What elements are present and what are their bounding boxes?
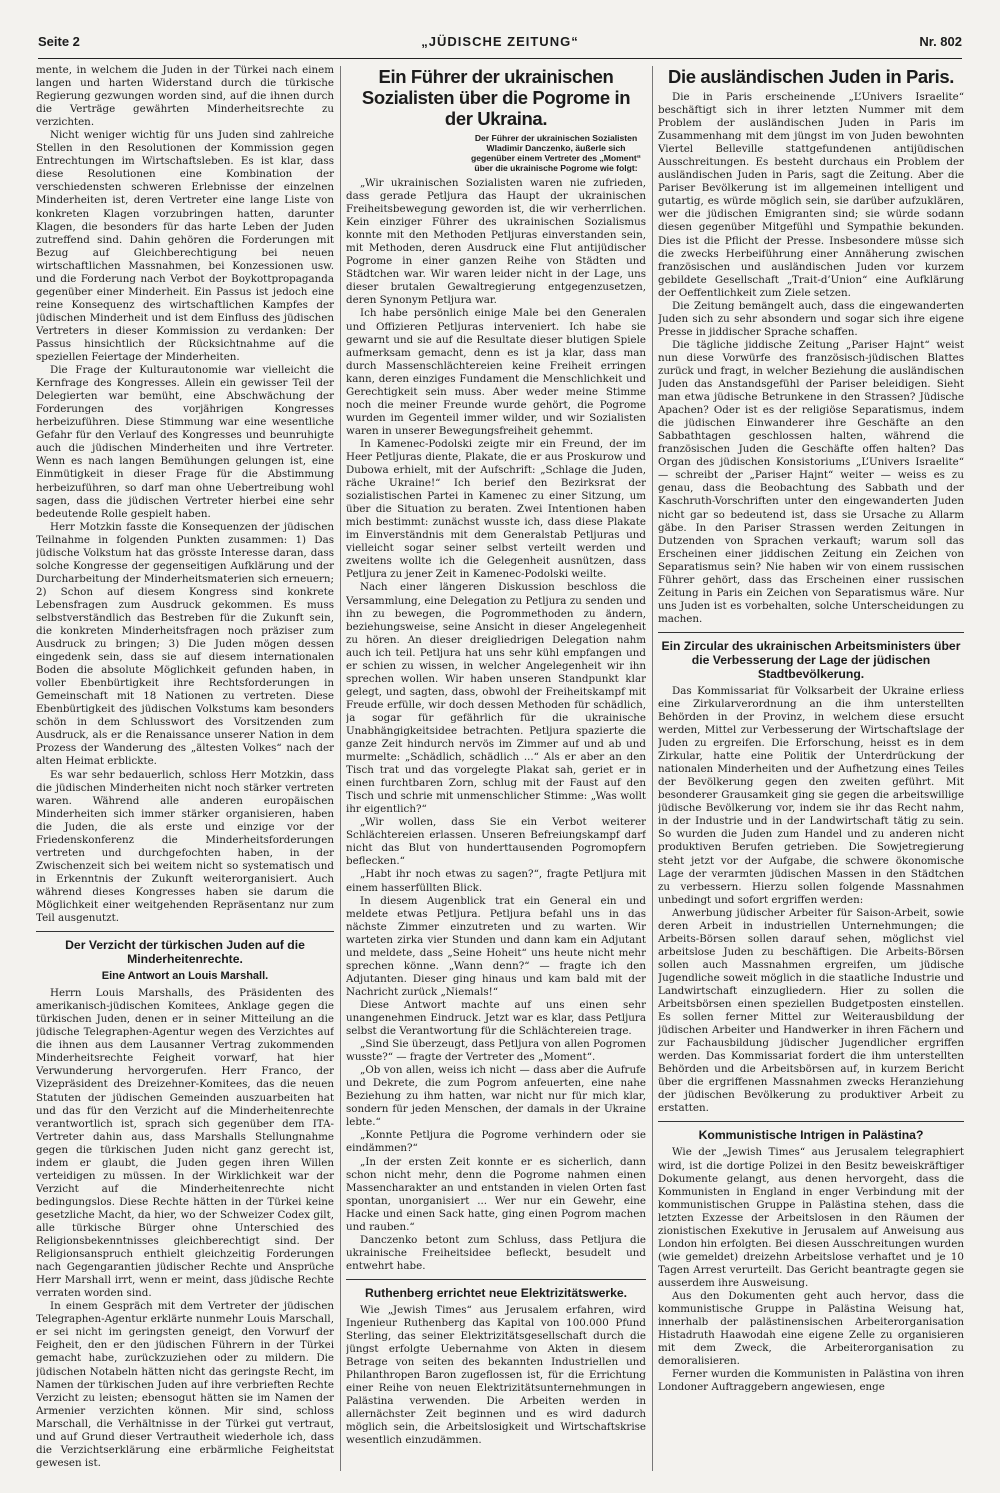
paragraph: „Wir ukrainischen Sozialisten waren nie zufrieden, dass gerade Petljura das Haupt der ukrainischen Freiheitsbewegung geworden ist, die wir verherrlichen. Kein einziger Führer des ukrainischen Sozialismus konnte mit den Methoden Petljuras einverstanden sein, mit Methoden, deren Ausdruck eine Flut antijüdischer Pogrome in einer ganzen Reihe von Städten und Städtchen war. Wir waren leider nicht in der Lage, uns dieser brutalen Gewaltregierung entgegenzusetzen, deren Synonym Petljura war.	[346, 177, 646, 307]
page-header	[38, 34, 962, 54]
headline-labor-minister-circular: Ein Zircular des ukrainischen Arbeitsministers über die Verbesserung der Lage der jüdischen Stadtbevölkerung.	[661, 638, 961, 681]
paragraph: Die Frage der Kulturautonomie war vielleicht die Kernfrage des Kongresses. Allein ein gewisser Teil der Delegierten war bemüht, eine Abschwächung der Forderungen des vorjährigen Kongresses herbeizuführen. Diese Stimmung war eine wesentliche Gefahr für den Verlauf des Kongresses und beunruhigte auch die jüdischen Minderheiten und ihre Vertreter. Wenn es nach langen Bemühungen gelungen ist, eine Einmütigkeit in dieser Frage für die Abstimmung herbeizuführen, so darf man ohne Uebertreibung wohl sagen, dass die jüdischen Vertreter hierbei eine sehr bedeutende Rolle gespielt haben.	[36, 364, 334, 520]
column-1	[36, 64, 334, 1474]
subheadline-marshall: Eine Antwort an Louis Marshall.	[101, 970, 269, 983]
column-2	[346, 64, 646, 1474]
paragraph: Danczenko betont zum Schluss, dass Petljura die ukrainische Freiheitsidee befleckt, besudelt und entwehrt habe.	[346, 1233, 646, 1272]
article-separator	[658, 1121, 964, 1122]
paragraph: Das Kommissariat für Volksarbeit der Ukraine erliess eine Zirkularverordnung an die ihm unterstellten Behörden in der Provinz, in welchem diese ersucht werden, Mittel zur Verbesserung der Wirtschaftslage der Juden zu ergreifen. Die Erforschung, heisst es in dem Zirkular, hatte eine Politik der Unterdrückung der nationalen Minderheiten und der Aufhetzung eines Teiles der Bevölkerung gegen den zweiten geführt. Mit besonderer Grausamkeit ging sie gegen die arbeitswillige jüdische Bevölkerung vor, indem sie ihr das Recht nahm, in der Industrie und in der Landwirtschaft tätig zu sein. So wurden die Juden zum Handel und zu anderen nicht produktiven Berufen getrieben. Die Sowjetregierung steht jetzt vor der Aufgabe, die schwere ökonomische Lage der verarmten jüdischen Massen in den Städtchen zu verbessern. Hierzu sollen folgende Massnahmen unbedingt und sofort ergriffen werden:	[658, 684, 964, 906]
column-divider	[340, 66, 341, 1471]
article-separator	[36, 931, 334, 932]
paragraph: Die in Paris erscheinende „L’Univers Israelite“ beschäftigt sich in ihrer letzten Nummer mit dem Problem der ausländischen Juden in Paris im Zusammenhang mit dem jüngst im von Juden bewohnten Viertel Belleville stattgefundenen antijüdischen Ausschreitungen. Es besteht durchaus ein Problem der ausländischen Juden in Paris, sagt die Zeitung. Aber die Pariser Bevölkerung ist im allgemeinen intelligent und gutartig, es würde möglich sein, sie darüber aufzuklären, wer die jüdischen Emigranten sind; sie würde sodann diesen gegenüber Mitgefühl und Sympathie bekunden. Dies ist die Pflicht der Presse. Insbesondere müsse sich die zwecks Herbeiführung einer Annäherung zwischen französischen und ausländischen Juden vor kurzem gebildete Gesellschaft „Trait-d’Union“ eine Aufklärung der Oeffentlichkeit zum Ziele setzen.	[658, 91, 964, 299]
headline-turkish-jews: Der Verzicht der türkischen Juden auf die Minderheitenrechte.	[65, 938, 305, 967]
paragraph: In einem Gespräch mit dem Vertreter der jüdischen Telegraphen-Agentur erklärte nunmehr Louis Marschall, er sei nicht im geringsten geneigt, den Vorwurf der Feigheit, den er den jüdischen Führern in der Türkei gemacht habe, zurückzuziehen oder zu mildern. Die jüdischen Notabeln hätten nicht das geringste Recht, im Namen der türkischen Juden auf ihre verbrieften Rechte Verzicht zu leisten; ebensogut hätten sie im Namen der Armenier verzichten können. Mir sind, schloss Marschall, die Verhältnisse in der Türkei gut vertraut, und auf Grund dieser Vertrautheit wiederhole ich, dass die Verzichtserklärung eine erbärmliche Feigheitstat gewesen ist.	[36, 1300, 334, 1469]
paragraph: Wie der „Jewish Times“ aus Jerusalem telegraphiert wird, ist die dortige Polizei in den Besitz beweiskräftiger Dokumente gelangt, aus denen hervorgeht, dass die Kommunisten in England in enger Verbindung mit der kommunistischen Gruppe in Palästina stehen, dass die letzten Exzesse der Arbeitslosen in den Räumen der zionistischen Exekutive in Jerusalem auf Anweisung aus London hin erfolgten. Bei diesen Ausschreitungen wurden (wie gemeldet) dreizehn Arbeitslose verhaftet und je 10 Tagen Arrest verurteilt. Das Gericht beantragte gegen sie ausserdem ihre Ausweisung.	[658, 1146, 964, 1289]
headline-ukrainian-socialists: Ein Führer der ukrainischen Sozialisten über die Pogrome in der Ukraina.	[361, 66, 631, 129]
header-rule	[38, 58, 962, 59]
paragraph: „Ob von allen, weiss ich nicht — dass aber die Aufrufe und Dekrete, die zum Pogrom anfeuerten, eine nahe Beziehung zu ihm hatten, war nicht nur für mich klar, sondern für jeden Menschen, der damals in der Ukraine lebte.“	[346, 1064, 646, 1129]
paragraph: Ferner wurden die Kommunisten in Palästina von ihren Londoner Auftraggebern angewiesen, enge	[658, 1368, 964, 1394]
headline-communist-intrigues: Kommunistische Intrigen in Palästina?	[698, 1128, 924, 1143]
paragraph: Die tägliche jiddische Zeitung „Pariser Hajnt“ weist nun diese Vorwürfe des französisch-jüdischen Blattes zurück und fragt, in welcher Beziehung die ausländischen Juden das Anstandsgefühl der Pariser beleidigen. Sieht man etwa jüdische Betrunkene in den Strassen? Jüdische Apachen? Oder ist es der religiöse Separatismus, indem die jüdischen Einwanderer ihre Geschäfte an den Sabbathtagen geschlossen halten, während die französischen Juden die Geschäfte offen halten? Das Organ des jüdischen Konsistoriums „L’Univers Israelite“ — schreibt der „Pariser Hajnt“ weiter — weiss es zu genau, dass die Beobachtung des Sabbath und der Kaschruth-Vorschriften unter den eingewanderten Juden nicht gar so bedeutend ist, dass sie Ursache zu Allarm gäbe. In den Pariser Strassen werden Zeitungen in Dutzenden von Sprachen verkauft; warum soll das Erscheinen einer jiddischen Zeitung ein Zeichen von Separatismus sein? Nie haben wir von einem russischen Führer gehört, dass das Erscheinen einer russischen Zeitung in Paris ein Zeichen von Separatismus wäre. Nur uns Juden ist es vorbehalten, solche Unterscheidungen zu machen.	[658, 338, 964, 625]
paragraph: Nach einer längeren Diskussion beschloss die Versammlung, eine Delegation zu Petljura zu senden und ihn zu bewegen, die Pogrommethoden zu ändern, beziehungsweise, seine Ansicht in dieser Angelegenheit zu hören. An dieser dreigliedrigen Delegation nahm auch ich teil. Petljura hat uns sehr kühl empfangen und er schien zu wissen, in welcher Angelegenheit wir ihn sprechen wollen. Wir haben unseren Standpunkt klar gelegt, und sagten, dass, obwohl der Freiheitskampf mit Freude erfülle, wir doch dessen Methoden für schädlich, ja sogar für gefährlich für die ukrainische Unabhängigkeitsidee betrachten. Petljura spazierte die ganze Zeit hindurch nervös im Zimmer auf und ab und murmelte: „Schädlich, schädlich ...“ Als er aber an den Tisch trat und das vorgelegte Plakat sah, geriet er in einen furchtbaren Zorn, schlug mit der Faust auf den Tisch und schrie mit unmenschlicher Stimme: „Was wollt ihr eigentlich?“	[346, 581, 646, 816]
issue-number: Nr. 802	[919, 34, 962, 49]
paragraph: Diese Antwort machte auf uns einen sehr unangenehmen Eindruck. Jetzt war es klar, dass Petljura selbst die Verantwortung für die Schlächtereien trage.	[346, 998, 646, 1038]
paragraph: mente, in welchem die Juden in der Türkei nach einem langen und harten Widerstand durch die türkische Regierung gezwungen worden sind, auf die ihnen durch die Verträge gewährten Minderheitsrechte zu verzichten.	[36, 64, 334, 129]
paragraph: Die Zeitung bemängelt auch, dass die eingewanderten Juden sich zu sehr absondern und sogar sich ihre eigene Presse in jiddischer Sprache schaffen.	[658, 299, 964, 338]
paragraph: „Sind Sie überzeugt, dass Petljura von allen Pogromen wusste?“ — fragte der Vertreter des „Moment“.	[346, 1038, 646, 1064]
column-3	[658, 64, 964, 1474]
paragraph: In diesem Augenblick trat ein General ein und meldete etwas Petljura. Petljura befahl uns in das nächste Zimmer einzutreten und zu warten. Wir warteten zirka vier Stunden und dann kam ein Adjutant und meldete, dass „Seine Hoheit“ uns heute nicht mehr sprechen könne. „Wann denn?“ — fragte ich den Adjutanten. Dieser ging hinaus und kam bald mit der Nachricht zurück „Niemals!“	[346, 894, 646, 998]
paragraph: Es war sehr bedauerlich, schloss Herr Motzkin, dass die jüdischen Minderheiten nicht noch stärker vertreten waren. Während alle anderen europäischen Minderheiten sich immer stärker organisieren, haben die Juden, die als erste und einzige vor der Friedenskonferenz die Minderheitsforderungen vertreten und durchgefochten haben, in der Zwischenzeit sich bei weitem nicht so systematisch und in Erkenntnis der Zukunft weiterorganisiert. Auch während dieses Kongresses haben sie darum die Möglichkeit einer weitgehenden Repräsentanz nur zum Teil ausgenutzt.	[36, 768, 334, 925]
page-label: Seite 2	[38, 34, 80, 49]
paragraph: Aus den Dokumenten geht auch hervor, dass die kommunistische Gruppe in Palästina Weisung hat, innerhalb der palästinensischen Arbeiterorganisation Histadruth Haawodah eine eigene Zelle zu organisieren mit dem Zweck, die Arbeiterorganisation zu demoralisieren.	[658, 1289, 964, 1368]
paragraph: „Habt ihr noch etwas zu sagen?“, fragte Petljura mit einem hasserfüllten Blick.	[346, 868, 646, 894]
paragraph: Herrn Louis Marshalls, des Präsidenten des amerikanisch-jüdischen Komitees, Anklage gegen die türkischen Juden, denen er in seiner Mitteilung an die jüdische Telegraphen-Agentur wegen des Verzichtes auf die ihnen aus dem Lausanner Vertrag zukommenden Minderheitsrechte Feigheit vorwarf, hat hier Verwunderung hervorgerufen. Herr Franco, der Vizepräsident des Dreizehner-Komitees, das die neuen Statuten der jüdischen Gemeinden auszuarbeiten hat und das für den Verzicht auf die Minderheitenrechte verantwortlich ist, sprach sich gegenüber dem ITA-Vertreter dahin aus, dass Marshalls Stellungnahme gegen die türkischen Juden nicht ganz gerecht ist, indem er glaubt, die Juden gegen ihren Willen verteidigen zu müssen. In der Wirklichkeit war der Verzicht auf die Minderheitenrechte nicht bedingungslos. Diese Rechte hätten in der Türkei keine gesetzliche Macht, da hier, wo der Schweizer Codex gilt, alle türkische Bürger ohne Unterschied des Religionsbekenntnisses gleichberechtigt sind. Der Religionsanspruch enthielt gleichzeitig Forderungen nach Gegengarantien jüdischer Rechte und Ansprüche Herr Marshall irrt, wenn er meint, dass jüdische Rechte verraten worden sind.	[36, 987, 334, 1300]
newspaper-title: „JÜDISCHE ZEITUNG“	[421, 34, 579, 49]
paragraph: „Konnte Petljura die Pogrome verhindern oder sie eindämmen?“	[346, 1129, 646, 1155]
article-separator	[658, 632, 964, 633]
headline-ruthenberg: Ruthenberg errichtet neue Elektrizitätswerke.	[364, 1285, 628, 1300]
article-separator	[346, 1279, 646, 1280]
paragraph: Herr Motzkin fasste die Konsequenzen der jüdischen Teilnahme in folgenden Punkten zusammen: 1) Das jüdische Volkstum hat das grösste Interesse daran, dass solche Kongresse der gegenseitigen Aufklärung und der Durcharbeitung der Minderheitsmaterien sich erneuern; 2) Schon auf diesem Kongress sind konkrete Lebensfragen zum Ausdruck gekommen. Es muss selbstverständlich das Bestreben für die Zukunft sein, die konkreten Minderheitsfragen noch präziser zum Ausdruck zu bringen; 3) Die Juden mögen dessen eingedenk sein, dass sie auf diesem internationalen Boden die absolute Möglichkeit gefunden haben, in voller Ebenbürtigkeit ihre Rechtsforderungen in Gemeinschaft mit 18 Nationen zu vertreten. Diese Ebenbürtigkeit des jüdischen Volkstums kam besonders schön in dem Schlusswort des Vorsitzenden zum Ausdruck, als er die Renaissance unserer Nation in dem Prozess der Wanderung des „ältesten Volkes“ nach der alten Heimat erblickte.	[36, 520, 334, 768]
paragraph: Ich habe persönlich einige Male bei den Generalen und Offizieren Petljuras interveniert. Ich habe sie gewarnt und sie auf die Resultate dieser blutigen Spiele aufmerksam gemacht, denn es ist ja klar, dass man durch Massenschlächtereien keine Freiheit erringen kann, deren einziges Fundament die Menschlichkeit und Gerechtigkeit sein muss. Aber weder meine Stimme noch die meiner Freunde wurde gehört, die Pogrome wurden im Gegenteil immer wilder, und wir Sozialisten waren in unserer Bewegungsfreiheit gehemmt.	[346, 307, 646, 437]
paragraph: Wie „Jewish Times“ aus Jerusalem erfahren, wird Ingenieur Ruthenberg das Kapital von 100.000 Pfund Sterling, das seiner Elektrizitätsgesellschaft durch die jüngst erfolgte Uebernahme von Akten in diesem Betrage von seiten des bekannten Industriellen und Philanthropen Baron zugeflossen ist, für die Errichtung einer Reihe von neuen Elektrizitätsunternehmungen in Palästina verwenden. Die Arbeiten werden in allernächster Zeit beginnen und es wird dadurch möglich sein, die Arbeitslosigkeit und Wirtschaftskrise wesentlich einzudämmen.	[346, 1303, 646, 1447]
paragraph: Nicht weniger wichtig für uns Juden sind zahlreiche Stellen in den Resolutionen der Kommission gegen Entrechtungen im Wirtschaftsleben. Es ist klar, dass diese Resolutionen eine Kombination der verschiedensten schweren Erlebnisse der einzelnen Minderheiten ist, deren Vertreter eine lange Liste von konkreten Klagen vorzubringen hatten, darunter Klagen, die besonders für das harte Leben der Juden zutreffend sind. Dahin gehören die Forderungen mit Bezug auf Gleichberechtigung bei neuen wirtschaftlichen Massnahmen, bei Konzessionen usw. und die Forderung nach Verbot der Boykottpropaganda gegenüber einer Minderheit. Ein Passus ist jedoch eine reine Konsequenz des wirtschaftlichen Kampfes der jüdischen Minderheit und ist dem Einfluss des jüdischen Vertreters in dieser Kommission zu verdanken: Der Passus hinsichtlich der Rücksichtnahme auf die speziellen Feiertage der Minderheiten.	[36, 129, 334, 364]
paragraph: „Wir wollen, dass Sie ein Verbot weiterer Schlächtereien erlassen. Unseren Befreiungskampf darf nicht das Blut von hunderttausenden Pogromopfern beflecken.“	[346, 816, 646, 868]
headline-foreign-jews-paris: Die ausländischen Juden in Paris.	[668, 66, 954, 87]
article-intro: Der Führer der ukrainischen Sozialisten Wladimir Danczenko, äußerle sich gegenüber einem Vertreter des „Moment“ über die ukrainische Pogrome wie folgt:	[470, 133, 641, 173]
paragraph: Anwerbung jüdischer Arbeiter für Saison-Arbeit, sowie deren Arbeit in industriellen Unternehmungen; die Arbeits-Börsen sollen darauf sehen, möglichst viel arbeitslose Juden zu beschäftigen. Die Arbeits-Börsen sollen auch Massnahmen ergreifen, um jüdische Jugendliche soweit möglich in die staatliche Industrie und Landwirtschaft einzugliedern. Hier zu sollen die Arbeitsbörsen einen speziellen Budgetposten einstellen. Es sollen ferner Mittel zur Weiterausbildung der jüdischen Arbeiter und Handwerker in ihren Fächern und zur Fachausbildung jüdischer Jugendlicher ergriffen werden. Das Kommissariat fordert die ihm unterstellten Behörden und die Arbeitsbörsen auf, in kurzem Bericht über die ergriffenen Massnahmen zwecks Heranziehung der jüdischen Bevölkerung zu produktiver Arbeit zu erstatten.	[658, 906, 964, 1115]
paragraph: „In der ersten Zeit konnte er es sicherlich, dann schon nicht mehr, denn die Pogrome nahmen einen Massencharakter an und entstanden in vielen Orten fast spontan, unorganisiert ... Wer nur ein Gewehr, eine Hacke und einen Sack hatte, ging einen Pogrom machen und rauben.“	[346, 1155, 646, 1233]
column-divider	[652, 66, 653, 1471]
paragraph: In Kamenec-Podolski zeigte mir ein Freund, der im Heer Petljuras diente, Plakate, die er aus Proskurow und Dubowa erhielt, mit der Aufschrift: „Schlage die Juden, räche Ukraine!“ Ich berief den Bezirksrat der sozialistischen Partei in Kamenec zu einer Sitzung, um über die Situation zu beraten. Zwei Intentionen haben mich bestimmt: zunächst wusste ich, dass diese Plakate im Einverständnis mit dem Generalstab Petljuras und vielleicht sogar seiner selbst verteilt werden und zweitens wollte ich die Gelegenheit ausnützen, dass Petljura zu jener Zeit in Kamenec-Podolski weilte.	[346, 437, 646, 581]
